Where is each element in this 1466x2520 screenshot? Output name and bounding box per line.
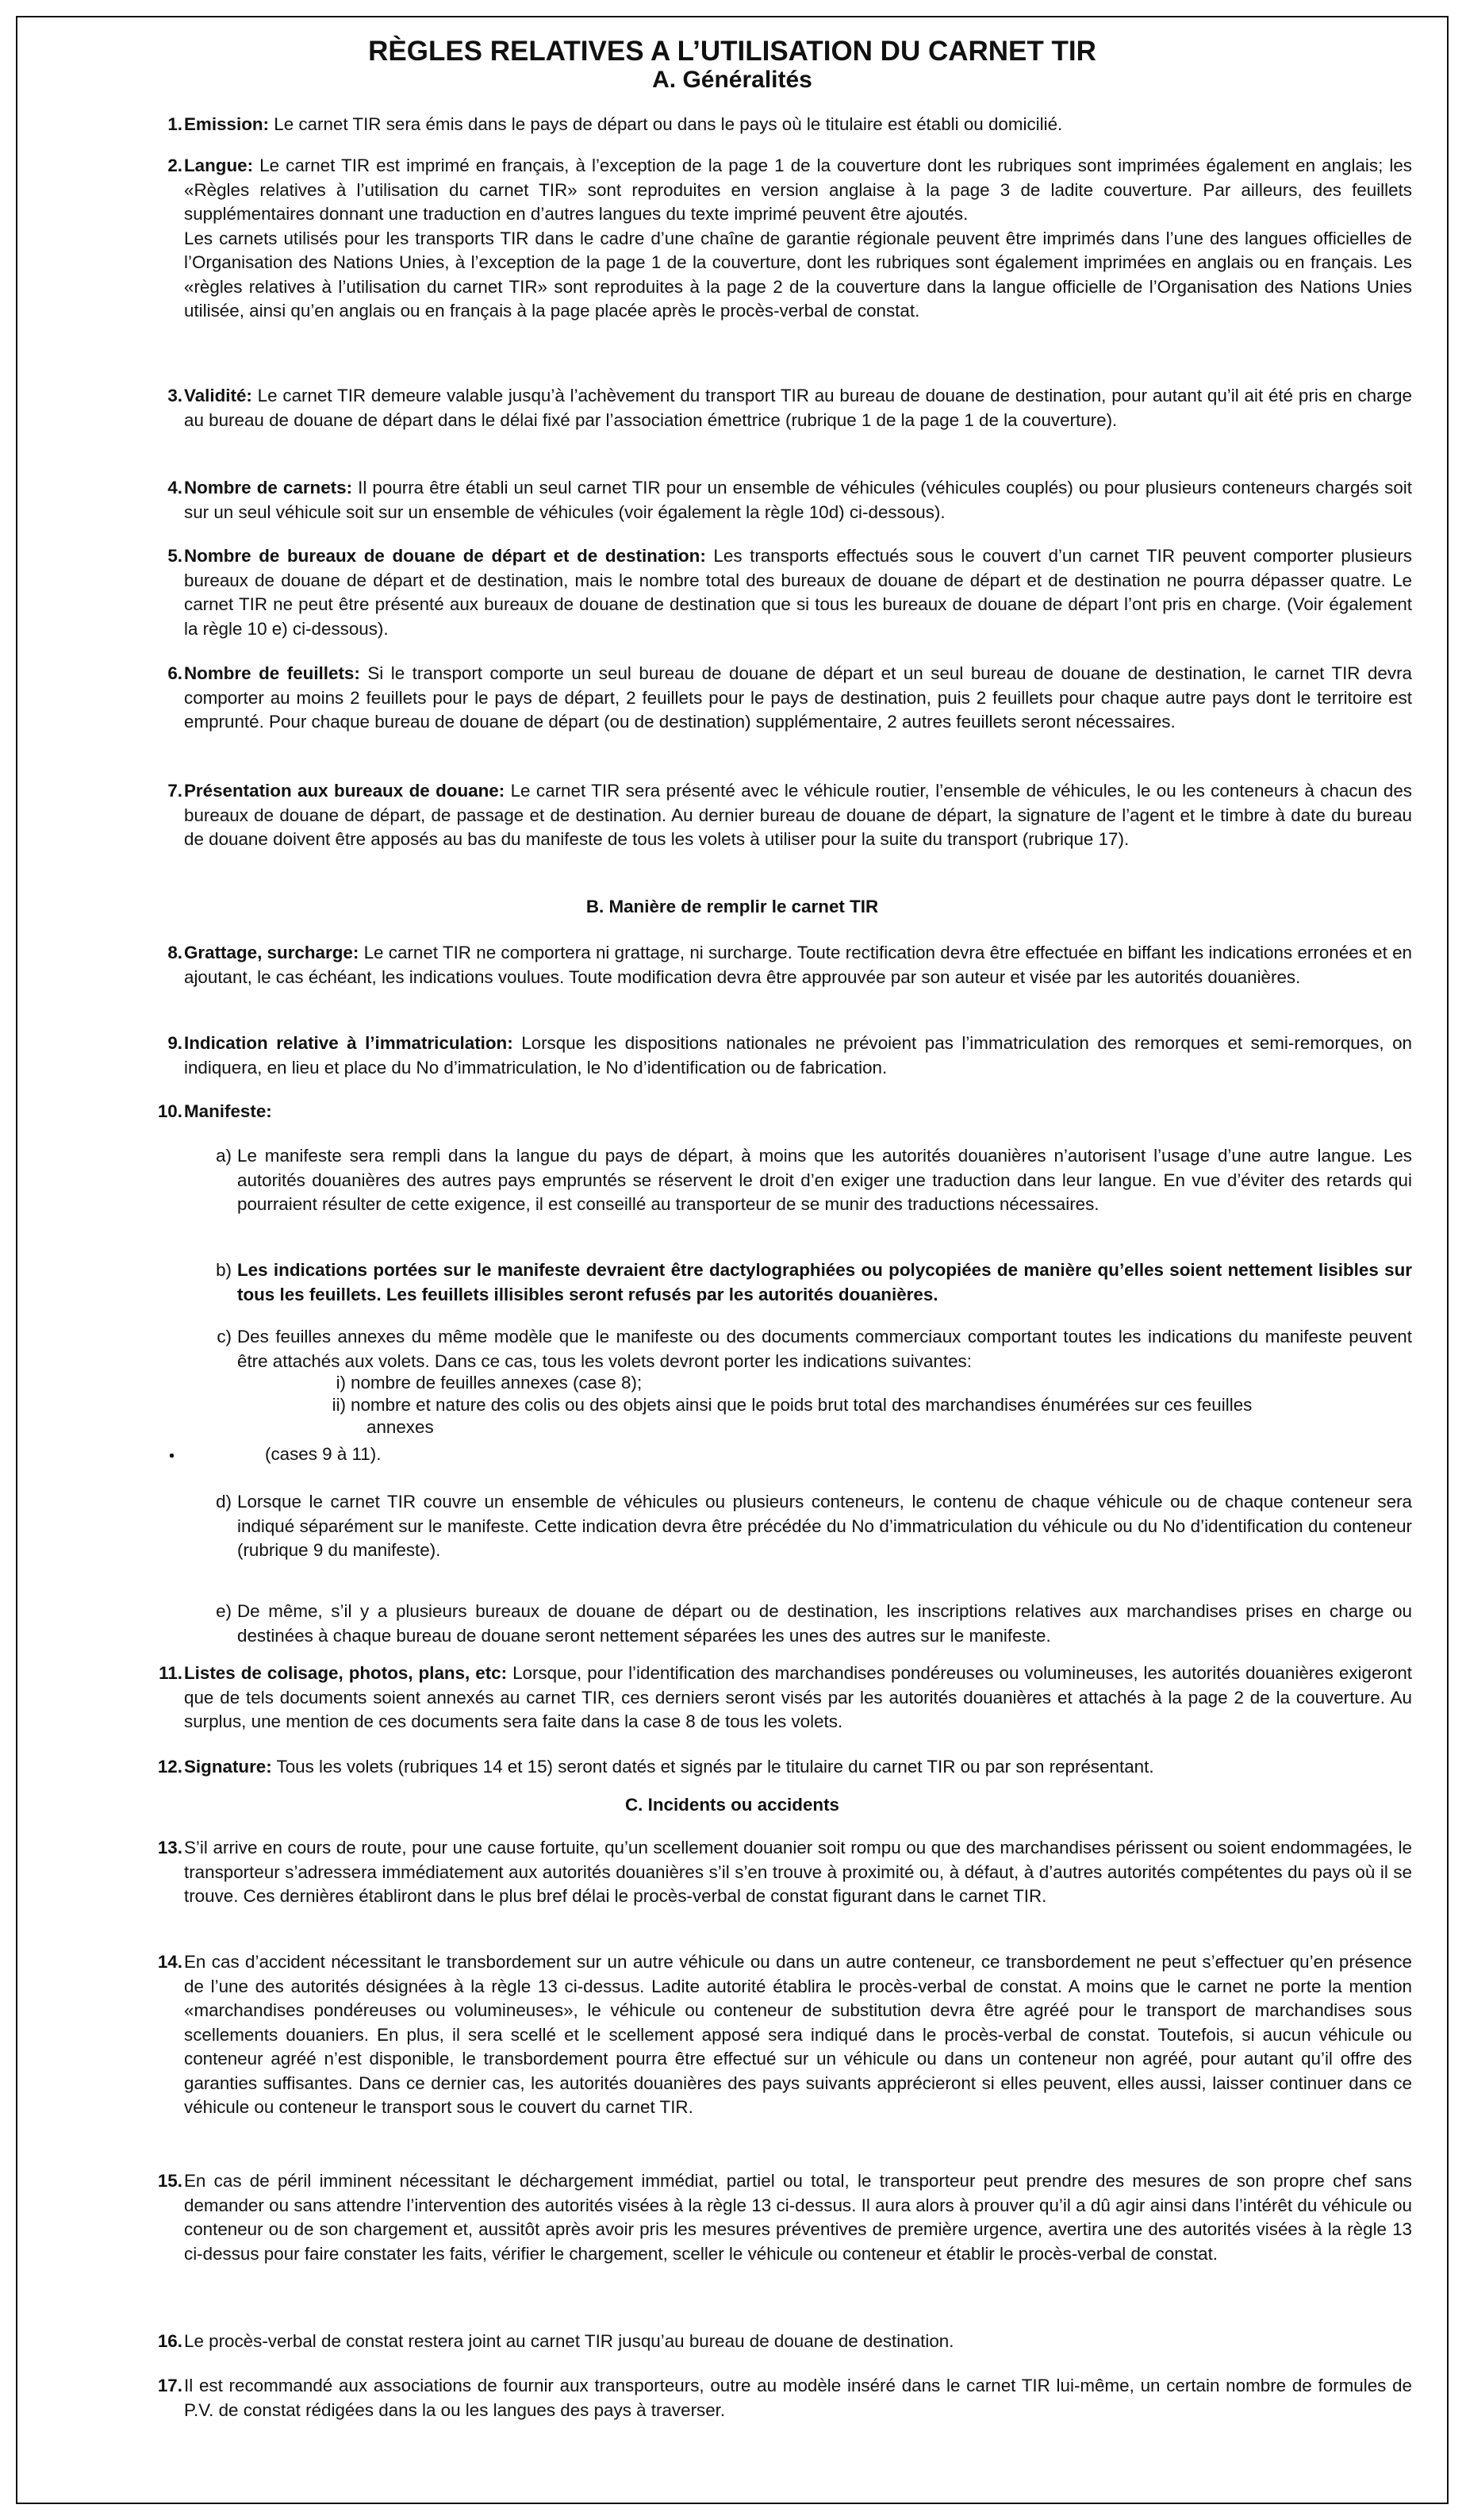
sub-text: Les indications portées sur le manifeste devraient être dactylographiées ou polycopiées de manière qu’elles soient nettement lisibles sur tous les feuillets. Les feuillets illisibles seront refusés par les autorités douanières. — [237, 1260, 1412, 1304]
rule-number: 9. — [167, 1033, 182, 1053]
rule-number: 7. — [167, 781, 182, 801]
rule-number: 11. — [159, 1663, 182, 1683]
list-number: i) — [336, 1373, 346, 1393]
sub-letter: b) — [216, 1260, 232, 1280]
rule-text-continued: Les carnets utilisés pour les transports TIR dans le cadre d’une chaîne de garantie régionale peuvent être imprimés dans l’une des langues officielles de l’Organisation des Nations Unies, à l’exception de la page 1 de la couverture, dont les rubriques sont également imprimées en anglais ou en français. Les «règles relatives à l’utilisation du carnet TIR» sont reproduites à la page 2 de la couverture dans la langue officielle de l’Organisation des Nations Unies utilisée, ainsi qu’en anglais ou en français à la page placée après le procès-verbal de constat. — [184, 228, 1412, 321]
rule-text: Lorsque, pour l’identification des marchandises pondéreuses ou volumineuses, les autorités douanières exigeront que de tels documents soient annexés au carnet TIR, ces derniers seront visés par les autorités douanières et attachés à la page 2 de la couverture. Au surplus, une mention de ces documents sera faite dans la case 8 de tous les volets. — [184, 1663, 1412, 1731]
document-title: RÈGLES RELATIVES A L’UTILISATION DU CARNET TIR — [368, 36, 1096, 67]
rule-number: 13. — [157, 1838, 182, 1857]
rule-number: 17. — [157, 2376, 182, 2395]
sub-letter: c) — [217, 1327, 232, 1346]
sub-letter: e) — [216, 1601, 232, 1621]
rule-heading: Signature: — [184, 1757, 272, 1777]
rule-heading: Langue: — [184, 156, 254, 175]
cases-reference: (cases 9 à 11). — [265, 1444, 382, 1464]
rule-number: 8. — [167, 943, 182, 962]
rule-number: 5. — [167, 546, 182, 566]
rule-heading: Nombre de carnets: — [184, 478, 353, 497]
sub-text: Des feuilles annexes du même modèle que le manifeste ou des documents commerciaux comportant toutes les indications du manifeste peuvent être attachés aux volets. Dans ce cas, tous les volets devront porter les indications suivantes: — [237, 1327, 1412, 1371]
rule-text: Le procès-verbal de constat restera joint au carnet TIR jusqu’au bureau de douane de destination. — [184, 2331, 954, 2351]
rule-text: Le carnet TIR demeure valable jusqu’à l’achèvement du transport TIR au bureau de douane de destination, pour autant qu’il ait été pris en charge au bureau de douane de départ dans le délai fixé par l’association émettrice (rubrique 1 de la page 1 de la couverture). — [184, 386, 1412, 430]
rule-text: En cas d’accident nécessitant le transbordement sur un autre véhicule ou dans un autre conteneur, ce transbordement ne peut s’effectuer qu’en présence de l’une des autorités désignées à la règle 13 ci-dessus. Ladite autorité établira le procès-verbal de constat. A moins que le carnet ne porte la mention «marchandises pondéreuses ou volumineuses», le véhicule ou conteneur de substitution devra être agréé pour le transport de marchandises sous scellements douaniers. En plus, il sera scellé et le scellement apposé sera indiqué dans le procès-verbal de constat. Toutefois, si aucun véhicule ou conteneur agréé n’est disponible, le transbordement pourra être effectué sur un véhicule ou dans un conteneur non agréé, pour autant qu’il offre des garanties suffisantes. Dans ce dernier cas, les autorités douanières des pays suivants apprécieront si elles peuvent, elles aussi, laisser continuer dans ce véhicule ou conteneur le transport sous le couvert du carnet TIR. — [184, 1952, 1412, 2117]
list-number: ii) — [332, 1395, 346, 1415]
sub-letter: d) — [216, 1492, 232, 1512]
list-text-continued: annexes — [366, 1417, 434, 1437]
sub-text: Lorsque le carnet TIR couvre un ensemble de véhicules ou plusieurs conteneurs, le contenu de chaque véhicule ou de chaque conteneur sera indiqué séparément sur le manifeste. Cette indication devra être précédée du No d’immatriculation du véhicule ou du No d’identification du conteneur (rubrique 9 du manifeste). — [237, 1492, 1412, 1560]
rule-heading: Nombre de feuillets: — [184, 663, 360, 683]
list-text: nombre de feuilles annexes (case 8); — [351, 1373, 643, 1393]
rule-text: Le carnet TIR ne comportera ni grattage, ni surcharge. Toute rectification devra être effectuée en biffant les indications erronées et en ajoutant, le cas échéant, les indications voulues. Toute modification devra être approuvée par son auteur et visée par les autorités douanières. — [184, 943, 1412, 987]
rule-number: 2. — [167, 156, 182, 175]
rule-number: 10. — [157, 1101, 182, 1121]
stray-mark — [168, 1442, 176, 1450]
rule-number: 15. — [157, 2171, 182, 2191]
list-text: nombre et nature des colis ou des objets ainsi que le poids brut total des marchandises énumérées sur ces feuilles — [351, 1395, 1253, 1415]
document-page — [16, 16, 1449, 2504]
rule-heading: Nombre de bureaux de douane de départ et de destination: — [184, 546, 706, 566]
sub-text: Le manifeste sera rempli dans la langue du pays de départ, à moins que les autorités douanières n’autorisent l’usage d’une autre langue. Les autorités douanières des autres pays empruntés se réservent le droit d’en exiger une traduction dans leur langue. En vue d’éviter des retards qui pourraient résulter de cette exigence, il est conseillé au transporteur de se munir des traductions nécessaires. — [237, 1146, 1412, 1214]
rule-text: S’il arrive en cours de route, pour une cause fortuite, qu’un scellement douanier soit rompu ou que des marchandises périssent ou soient endommagées, le transporteur s’adressera immédiatement aux autorités douanières s’il s’en trouve à proximité ou, à défaut, à d’autres autorités compétentes du pays où il se trouve. Ces dernières établiront dans le plus bref délai le procès-verbal de constat figurant dans le carnet TIR. — [184, 1838, 1412, 1906]
rule-text: Les transports effectués sous le couvert d’un carnet TIR peuvent comporter plusieurs bureaux de douane de départ et de destination, mais le nombre total des bureaux de douane de départ et de destination ne pourra dépasser quatre. Le carnet TIR ne peut être présenté aux bureaux de douane de destination que si tous les bureaux de douane de départ l’ont pris en charge. (Voir également la règle 10 e) ci-dessous). — [184, 546, 1412, 639]
sub-letter: a) — [216, 1146, 232, 1166]
rule-number: 14. — [157, 1952, 182, 1972]
rule-text: Si le transport comporte un seul bureau de douane de départ et un seul bureau de douane de destination, le carnet TIR devra comporter au moins 2 feuillets pour le pays de départ, 2 feuillets pour le pays de destination, puis 2 feuillets pour chaque autre pays dont le territoire est emprunté. Pour chaque bureau de douane de départ (ou de destination) supplémentaire, 2 autres feuillets seront nécessaires. — [184, 663, 1412, 732]
rule-heading: Listes de colisage, photos, plans, etc: — [184, 1663, 508, 1683]
rule-text: Tous les volets (rubriques 14 et 15) seront datés et signés par le titulaire du carnet TIR ou par son représentant. — [271, 1757, 1154, 1777]
rule-heading: Présentation aux bureaux de douane: — [184, 781, 505, 801]
rule-text: Lorsque les dispositions nationales ne prévoient pas l’immatriculation des remorques et semi-remorques, on indiquera, en lieu et place du No d’immatriculation, le No d’identification ou de fabrication. — [184, 1033, 1412, 1078]
rule-number: 16. — [157, 2331, 182, 2351]
rule-text: Il pourra être établi un seul carnet TIR pour un ensemble de véhicules (véhicules couplés) ou pour plusieurs conteneurs chargés soit sur un seul véhicule soit sur un ensemble de véhicules (voir également la règle 10d) ci-dessous). — [184, 478, 1412, 522]
section-heading-c: C. Incidents ou accidents — [625, 1795, 839, 1815]
rule-number: 4. — [167, 478, 182, 497]
rule-text: Le carnet TIR est imprimé en français, à l’exception de la page 1 de la couverture dont les rubriques sont imprimées également en anglais; les «Règles relatives à l’utilisation du carnet TIR» sont reproduites en version anglaise à la page 3 de ladite couverture. Par ailleurs, des feuillets supplémentaires donnant une traduction en d’autres langues du texte imprimé peuvent être ajoutés. — [184, 156, 1412, 224]
rule-heading: Indication relative à l’immatriculation: — [184, 1033, 513, 1053]
rule-heading: Grattage, surcharge: — [184, 943, 359, 962]
rule-text: Le carnet TIR sera émis dans le pays de départ ou dans le pays où le titulaire est établi ou domicilié. — [269, 114, 1063, 134]
rule-number: 3. — [167, 386, 182, 405]
rule-number: 1. — [167, 114, 182, 134]
rule-text: Le carnet TIR sera présenté avec le véhicule routier, l’ensemble de véhicules, le ou les conteneurs à chacun des bureaux de douane de départ, de passage et de destination. Au dernier bureau de douane de départ, la signature de l’agent et le timbre à date du bureau de douane doivent être apposés au bas du manifeste de tous les volets à utiliser pour la suite du transport (rubrique 17). — [184, 781, 1412, 849]
rule-heading: Validité: — [184, 386, 252, 405]
section-heading-b: B. Manière de remplir le carnet TIR — [585, 897, 879, 916]
rule-heading: Manifeste: — [184, 1101, 272, 1121]
rule-text: Il est recommandé aux associations de fournir aux transporteurs, outre au modèle inséré dans le carnet TIR lui-même, un certain nombre de formules de P.V. de constat rédigées dans la ou les langues des pays à traverser. — [184, 2376, 1412, 2420]
section-heading-a: A. Généralités — [652, 67, 812, 93]
rule-heading: Emission: — [184, 114, 270, 134]
rule-number: 6. — [167, 663, 182, 683]
rule-number: 12. — [157, 1757, 182, 1777]
rule-text: En cas de péril imminent nécessitant le déchargement immédiat, partiel ou total, le transporteur peut prendre des mesures de son propre chef sans demander ou sans attendre l’intervention des autorités visées à la règle 13 ci-dessus. Il aura alors à prouver qu’il a dû agir ainsi dans l’intérêt du véhicule ou conteneur ou de son chargement et, aussitôt après avoir pris les mesures préventives de première urgence, avertira une des autorités visées à la règle 13 ci-dessus pour faire constater les faits, vérifier le chargement, sceller le véhicule ou conteneur et établir le procès-verbal de constat. — [184, 2171, 1412, 2264]
sub-text: De même, s’il y a plusieurs bureaux de douane de départ ou de destination, les inscriptions relatives aux marchandises prises en charge ou destinées à chaque bureau de douane seront nettement séparées les unes des autres sur le manifeste. — [237, 1601, 1412, 1646]
